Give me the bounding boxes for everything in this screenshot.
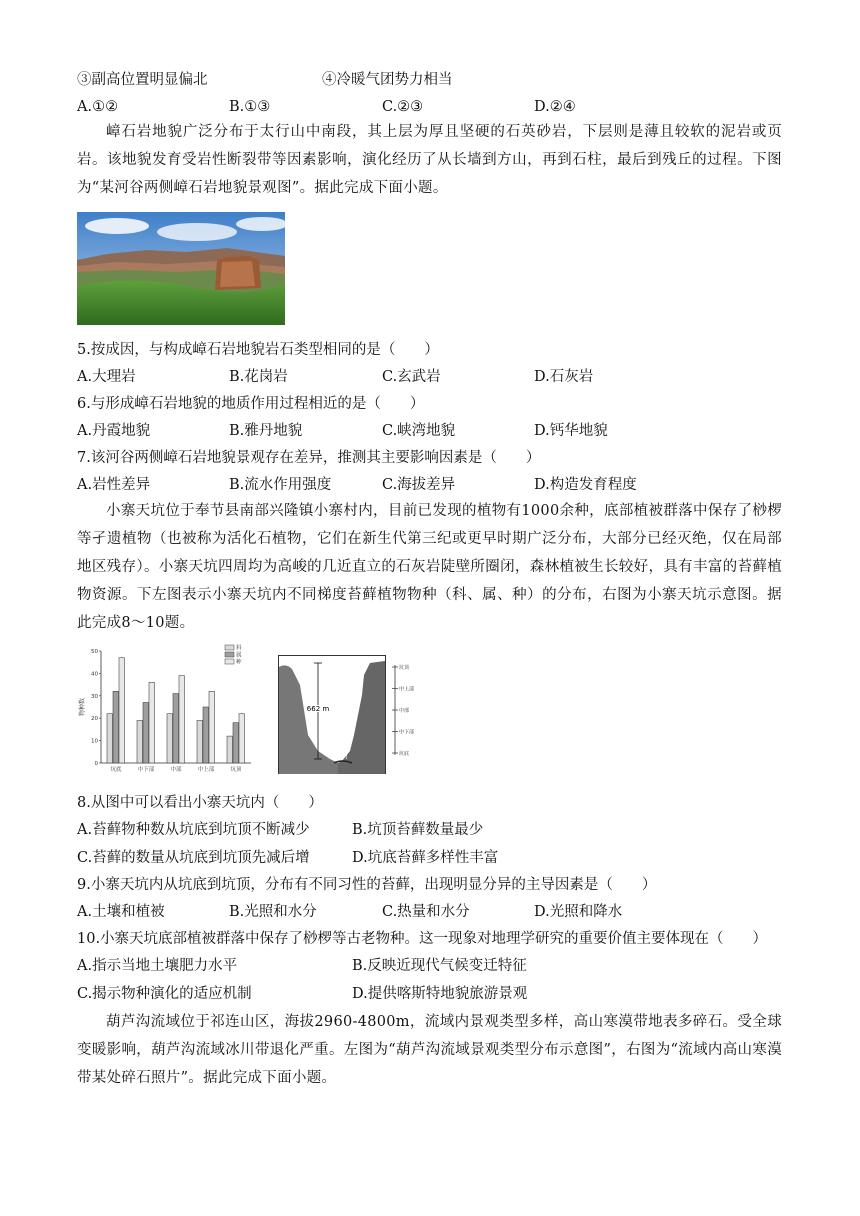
q6-stem: 6.与形成嶂石岩地貌的地质作用过程相近的是（ ） — [77, 396, 425, 412]
x-tick-label: 中部 — [170, 767, 182, 773]
y-axis-label: 物种数 — [79, 697, 86, 717]
bar-属-坑底 — [113, 691, 118, 763]
q5-stem: 5.按成因，与构成嶂石岩地貌岩石类型相同的是（ ） — [77, 342, 439, 358]
legend-swatch — [225, 659, 234, 664]
q10-stem: 10.小寨天坑底部植被群落中保存了桫椤等古老物种。这一现象对地理学研究的重要价值主要体现在（ ） — [77, 931, 768, 947]
q8-stem: 8.从图中可以看出小寨天坑内（ ） — [77, 795, 323, 811]
y-tick-label: 10 — [91, 738, 98, 745]
q6-option-c: C.峡湾地貌 — [382, 423, 456, 439]
q7-option-a: A.岩性差异 — [77, 477, 151, 493]
zone-label: 中上部 — [399, 686, 415, 693]
zone-label: 中下部 — [399, 729, 415, 736]
q10-option-b: B.反映近现代气候变迁特征 — [352, 958, 527, 974]
answer-c: C.②③ — [382, 99, 424, 115]
legend-label: 属 — [236, 652, 242, 659]
q7-option-c: C.海拔差异 — [382, 477, 456, 493]
bar-科-中上部 — [197, 720, 202, 763]
q9-stem: 9.小寨天坑内从坑底到坑顶，分布有不同习性的苔藓，出现明显分异的主导因素是（ ） — [77, 877, 657, 893]
q7-option-d: D.构造发育程度 — [534, 477, 637, 493]
tiankeng-diagram — [278, 655, 415, 775]
q8-option-b: B.坑顶苔藓数量最少 — [352, 822, 484, 838]
answer-d: D.②④ — [534, 99, 576, 115]
q6-option-d: D.钙华地貌 — [534, 423, 608, 439]
y-tick-label: 20 — [91, 716, 98, 723]
zone-label: 坑顶 — [399, 665, 410, 671]
q8-option-c: C.苔藓的数量从坑底到坑顶先减后增 — [77, 850, 310, 866]
zone-label: 坑底 — [399, 751, 410, 757]
q7-option-b: B.流水作用强度 — [229, 477, 332, 493]
landscape-photo — [77, 212, 285, 325]
q10-option-d: D.提供喀斯特地貌旅游景观 — [352, 986, 528, 1002]
legend-swatch — [225, 652, 234, 657]
bar-种-坑顶 — [239, 714, 244, 763]
q8-option-a: A.苔藓物种数从坑底到坑顶不断减少 — [77, 822, 310, 838]
bar-种-坑底 — [119, 658, 124, 763]
bar-科-中部 — [167, 714, 172, 763]
bar-种-中上部 — [209, 691, 214, 763]
q10-option-c: C.揭示物种演化的适应机制 — [77, 986, 252, 1002]
answer-a: A.①② — [77, 99, 119, 115]
legend-label: 种 — [236, 659, 242, 666]
zone-label: 中部 — [399, 708, 410, 714]
passage-zhangshiyan: 嶂石岩地貌广泛分布于太行山中南段，其上层为厚且坚硬的石英砂岩，下层则是薄且较软的泥岩或页岩。该地貌发育受岩性断裂带等因素影响，演化经历了从长墙到方山，再到石柱，最后到残丘的过程。下图为“某河谷两侧嶂石岩地貌景观图”。据此完成下面小题。 — [77, 124, 782, 196]
y-tick-label: 50 — [91, 649, 98, 655]
q5-option-b: B.花岗岩 — [229, 369, 288, 385]
option-3: ③副高位置明显偏北 — [77, 72, 208, 88]
bar-种-中下部 — [149, 682, 154, 763]
answer-b: B.①③ — [229, 99, 271, 115]
y-tick-label: 40 — [91, 671, 98, 678]
q5-option-c: C.玄武岩 — [382, 369, 441, 385]
bar-属-中部 — [173, 694, 178, 763]
passage-xiaozhai-tiankeng: 小寨天坑位于奉节县南部兴隆镇小寨村内，目前已发现的植物有1000余种，底部植被群落中保存了桫椤等孑遗植物（也被称为活化石植物，它们在新生代第三纪或更早时期广泛分布，大部分已经灭绝，仅在局部地区残存）。小寨天坑四周均为高峻的几近直立的石灰岩陡壁所圈闭，森林植被生长较好，具有丰富的苔藓植物资源。下左图表示小寨天坑内不同梯度苔藓植物物种（科、属、种）的分布，右图为小寨天坑示意图。据此完成8～10题。 — [77, 503, 782, 631]
bar-属-中上部 — [203, 707, 208, 763]
option-4: ④冷暖气团势力相当 — [322, 72, 453, 88]
y-tick-label: 0 — [94, 761, 98, 767]
moss-species-bar-chart — [77, 641, 257, 776]
x-tick-label: 中下部 — [137, 767, 155, 773]
q9-option-c: C.热量和水分 — [382, 904, 470, 920]
y-tick-label: 30 — [91, 693, 98, 700]
bar-科-坑底 — [107, 714, 112, 763]
bar-科-中下部 — [137, 720, 142, 763]
q5-option-a: A.大理岩 — [77, 369, 136, 385]
q10-option-a: A.指示当地土壤肥力水平 — [77, 958, 238, 974]
q6-option-b: B.雅丹地貌 — [229, 423, 303, 439]
depth-label: 662 m — [306, 705, 330, 713]
bar-属-中下部 — [143, 703, 148, 763]
q6-option-a: A.丹霞地貌 — [77, 423, 151, 439]
q9-option-d: D.光照和降水 — [534, 904, 623, 920]
river-label: 地下河 — [328, 752, 348, 760]
bar-种-中部 — [179, 676, 184, 763]
x-tick-label: 坑底 — [110, 767, 122, 773]
q5-option-d: D.石灰岩 — [534, 369, 594, 385]
passage-hulugou: 葫芦沟流域位于祁连山区，海拔2960-4800m，流域内景观类型多样，高山寒漠带地表多碎石。受全球变暖影响，葫芦沟流域冰川带退化严重。左图为“葫芦沟流域景观类型分布示意图”，右图为“流域内高山寒漠带某处碎石照片”。据此完成下面小题。 — [77, 1014, 782, 1086]
legend-swatch — [225, 645, 234, 650]
q9-option-b: B.光照和水分 — [229, 904, 317, 920]
x-tick-label: 坑顶 — [230, 767, 242, 773]
x-tick-label: 中上部 — [197, 767, 215, 773]
legend-label: 科 — [236, 645, 242, 652]
bar-属-坑顶 — [233, 723, 238, 763]
q9-option-a: A.土壤和植被 — [77, 904, 165, 920]
q8-option-d: D.坑底苔藓多样性丰富 — [352, 850, 499, 866]
q7-stem: 7.该河谷两侧嶂石岩地貌景观存在差异，推测其主要影响因素是（ ） — [77, 450, 541, 466]
bar-科-坑顶 — [227, 736, 232, 763]
